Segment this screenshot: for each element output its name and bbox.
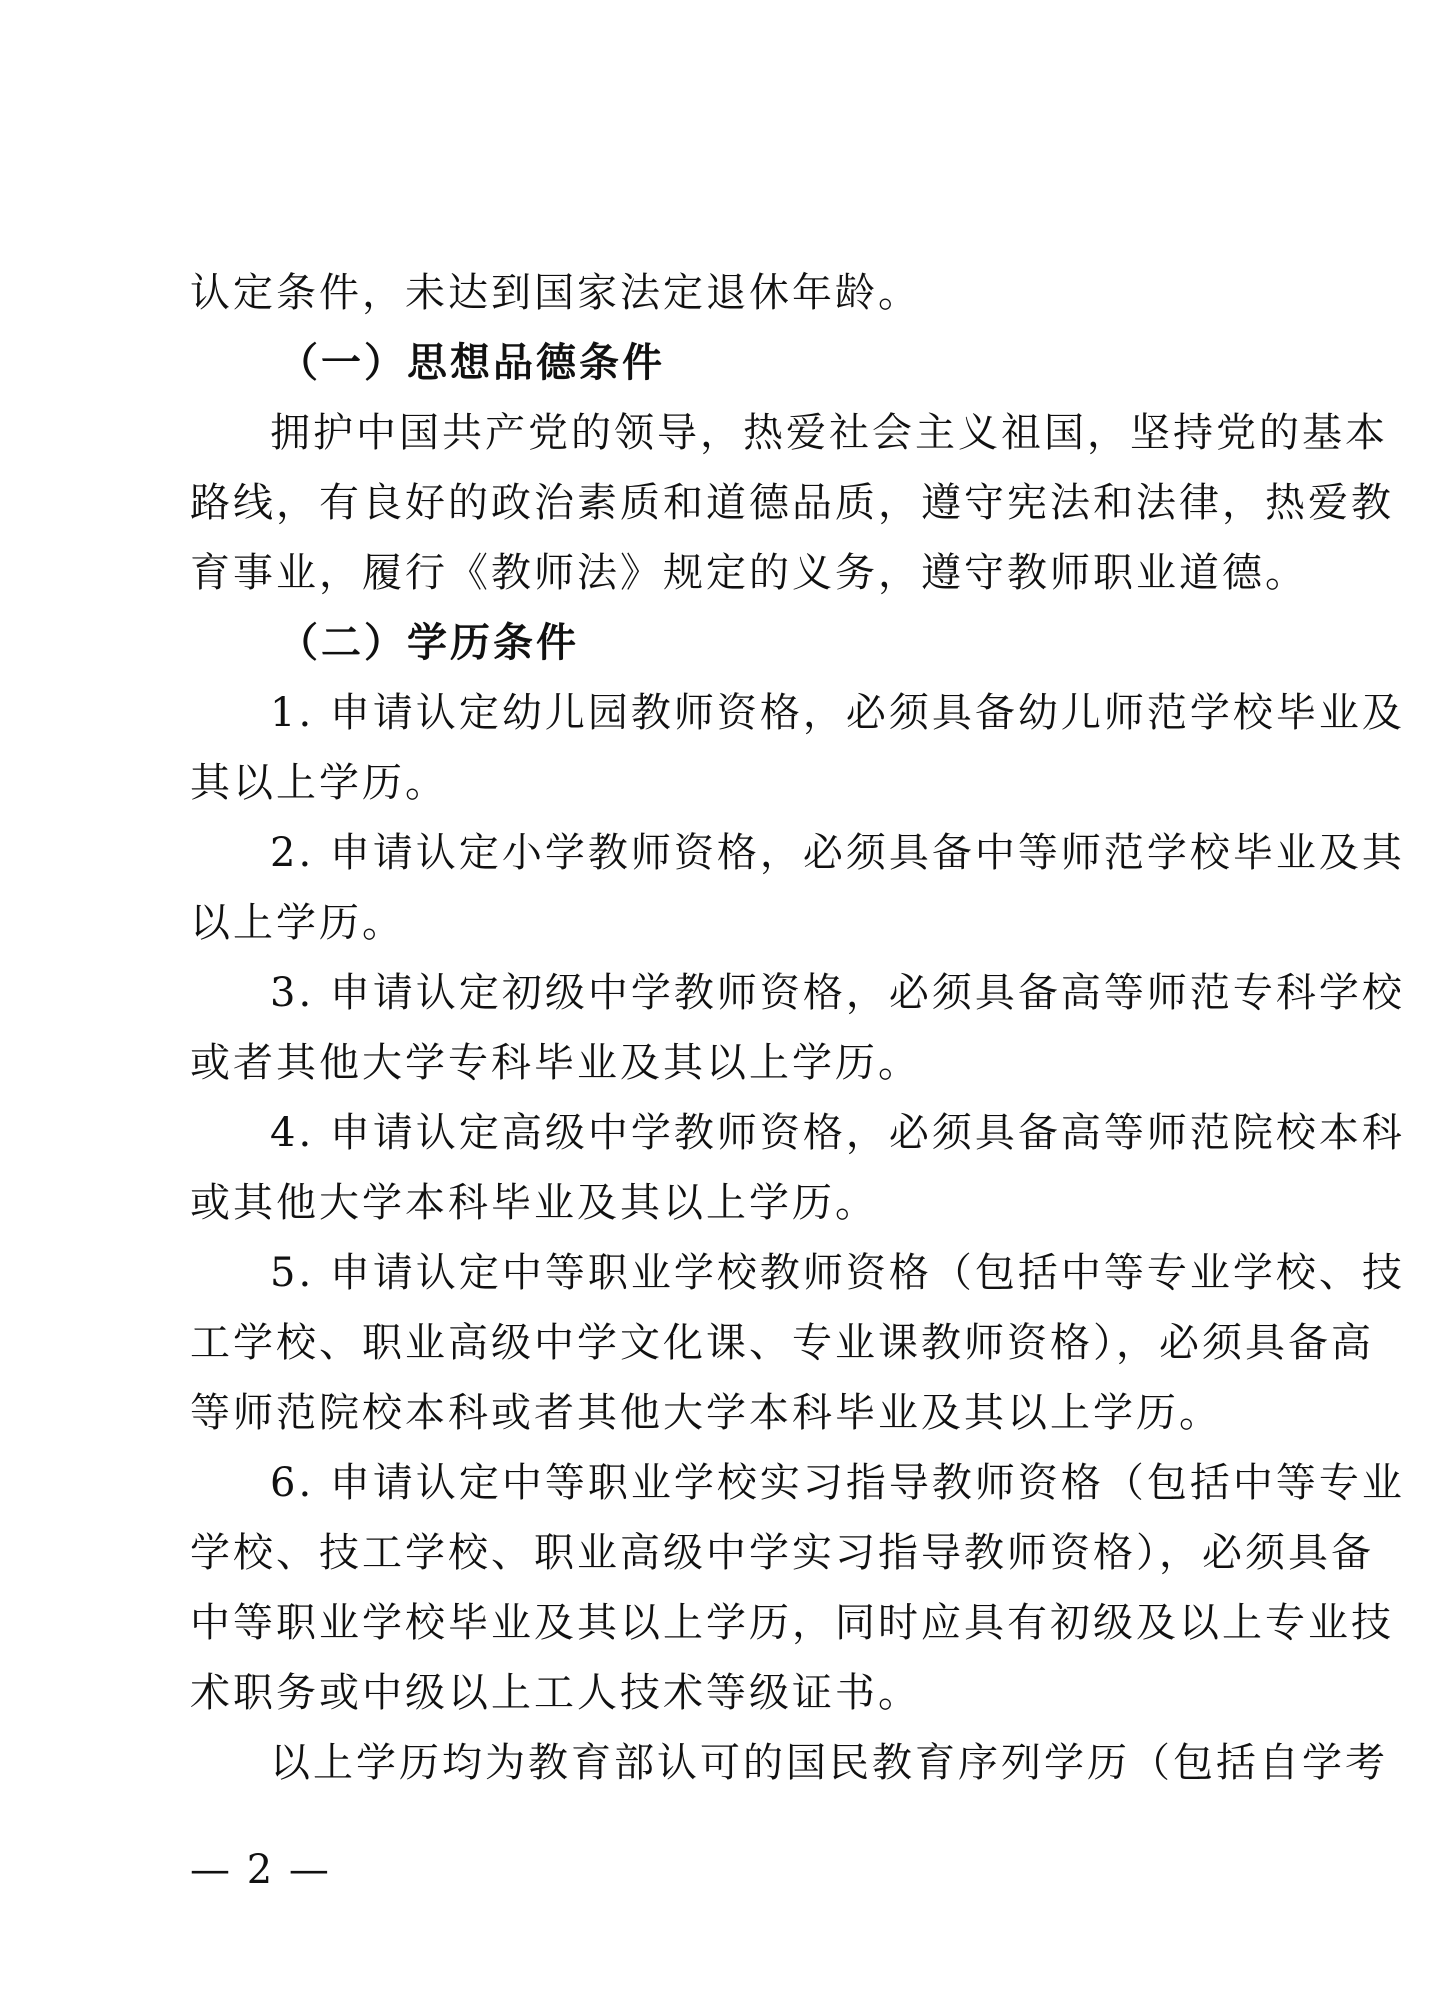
body-line: 以上学历均为教育部认可的国民教育序列学历（包括自学考: [270, 1740, 1388, 1786]
list-item-6: 6. 申请认定中等职业学校实习指导教师资格（包括中等专业: [270, 1460, 1405, 1506]
body-line: 其以上学历。: [190, 760, 448, 806]
page-number: — 2 —: [190, 1847, 331, 1893]
body-line: 工学校、职业高级中学文化课、专业课教师资格），必须具备高: [190, 1320, 1374, 1366]
section-heading-ideology: （一）思想品德条件: [278, 339, 665, 386]
body-line: 育事业，履行《教师法》规定的义务，遵守教师职业道德。: [190, 550, 1308, 596]
list-item-1: 1. 申请认定幼儿园教师资格，必须具备幼儿师范学校毕业及: [270, 690, 1405, 736]
section-heading-education: （二）学历条件: [278, 619, 579, 666]
body-line: 术职务或中级以上工人技术等级证书。: [190, 1670, 921, 1716]
body-line: 认定条件，未达到国家法定退休年龄。: [190, 270, 921, 316]
body-line: 拥护中国共产党的领导，热爱社会主义祖国，坚持党的基本: [270, 410, 1388, 456]
body-line: 或其他大学本科毕业及其以上学历。: [190, 1180, 878, 1226]
list-item-2: 2. 申请认定小学教师资格，必须具备中等师范学校毕业及其: [270, 830, 1405, 876]
list-item-5: 5. 申请认定中等职业学校教师资格（包括中等专业学校、技: [270, 1250, 1405, 1296]
document-body: [190, 258, 1405, 1798]
body-line: 中等职业学校毕业及其以上学历，同时应具有初级及以上专业技: [190, 1600, 1394, 1646]
body-line: 或者其他大学专科毕业及其以上学历。: [190, 1040, 921, 1086]
body-line: 学校、技工学校、职业高级中学实习指导教师资格），必须具备: [190, 1530, 1374, 1576]
body-line: 以上学历。: [190, 900, 405, 946]
list-item-4: 4. 申请认定高级中学教师资格，必须具备高等师范院校本科: [270, 1110, 1405, 1156]
body-line: 等师范院校本科或者其他大学本科毕业及其以上学历。: [190, 1390, 1222, 1436]
list-item-3: 3. 申请认定初级中学教师资格，必须具备高等师范专科学校: [270, 970, 1405, 1016]
body-line: 路线，有良好的政治素质和道德品质，遵守宪法和法律，热爱教: [190, 480, 1394, 526]
